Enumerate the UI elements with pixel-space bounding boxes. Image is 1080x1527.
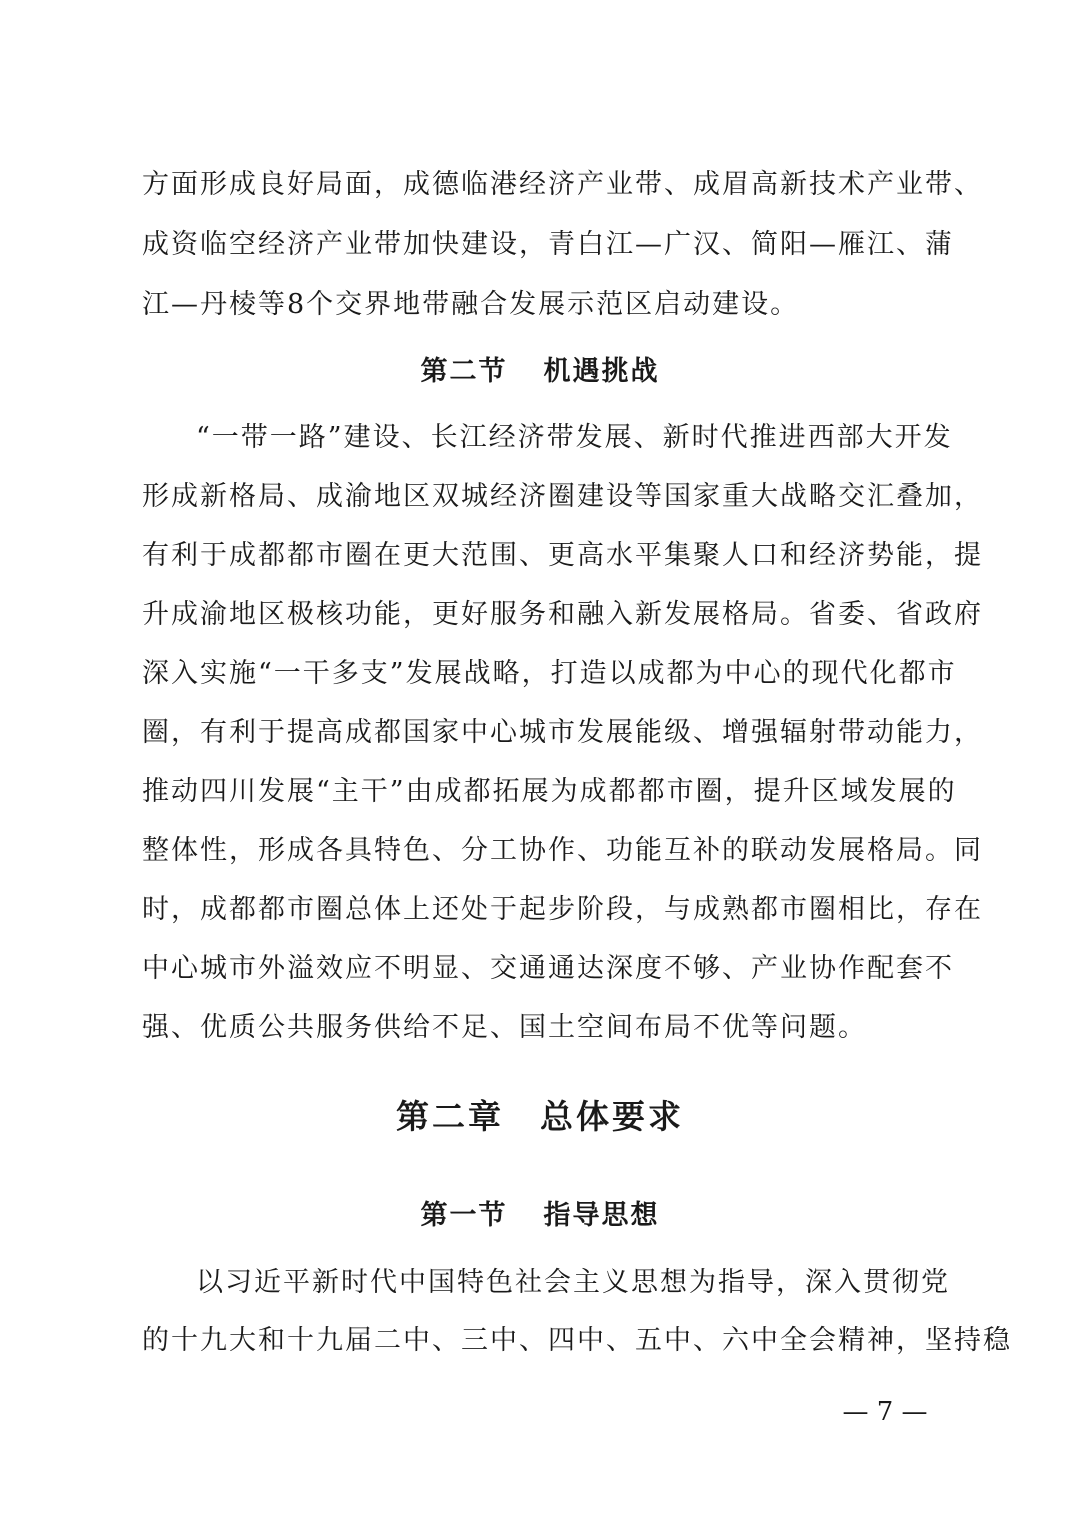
- section-1-label: 第一节: [420, 1200, 508, 1231]
- chapter-2-label: 第二章: [396, 1097, 504, 1136]
- paragraph-2-line-3: 有利于成都都市圈在更大范围、更高水平集聚人口和经济势能，提: [142, 540, 983, 571]
- paragraph-1-line-2: 成资临空经济产业带加快建设，青白江—广汉、简阳—雁江、蒲: [142, 229, 954, 260]
- page-number: — 7 —: [842, 1397, 928, 1427]
- paragraph-2-line-8: 整体性，形成各具特色、分工协作、功能互补的联动发展格局。同: [142, 835, 983, 866]
- section-2-heading: [0, 352, 1080, 392]
- section-2-name: 机遇挑战: [543, 356, 660, 387]
- paragraph-1-line-1: 方面形成良好局面，成德临港经济产业带、成眉高新技术产业带、: [142, 169, 983, 200]
- paragraph-2-line-4: 升成渝地区极核功能，更好服务和融入新发展格局。省委、省政府: [142, 599, 983, 630]
- chapter-2-heading: [0, 1094, 1080, 1140]
- chapter-2-name: 总体要求: [540, 1097, 684, 1136]
- paragraph-2-line-7: 推动四川发展“主干”由成都拓展为成都都市圈，提升区域发展的: [142, 776, 957, 807]
- paragraph-2-line-6: 圈，有利于提高成都国家中心城市发展能级、增强辐射带动能力，: [142, 717, 983, 748]
- paragraph-2-line-1: “一带一路”建设、长江经济带发展、新时代推进西部大开发: [196, 422, 953, 453]
- paragraph-2-line-11: 强、优质公共服务供给不足、国土空间布局不优等问题。: [142, 1012, 867, 1043]
- paragraph-2-line-5: 深入实施“一干多支”发展战略，打造以成都为中心的现代化都市: [142, 658, 957, 689]
- paragraph-2-line-9: 时，成都都市圈总体上还处于起步阶段，与成熟都市圈相比，存在: [142, 894, 983, 925]
- section-1-name: 指导思想: [543, 1200, 660, 1231]
- paragraph-3-line-2: 的十九大和十九届二中、三中、四中、五中、六中全会精神，坚持稳: [142, 1325, 1012, 1356]
- paragraph-3-line-1: 以习近平新时代中国特色社会主义思想为指导，深入贯彻党: [196, 1267, 950, 1298]
- paragraph-1-line-3: 江—丹棱等8个交界地带融合发展示范区启动建设。: [142, 289, 800, 320]
- paragraph-2-line-10: 中心城市外溢效应不明显、交通通达深度不够、产业协作配套不: [142, 953, 954, 984]
- section-2-label: 第二节: [420, 356, 508, 387]
- section-1-heading: [0, 1196, 1080, 1236]
- paragraph-2-line-2: 形成新格局、成渝地区双城经济圈建设等国家重大战略交汇叠加，: [142, 481, 983, 512]
